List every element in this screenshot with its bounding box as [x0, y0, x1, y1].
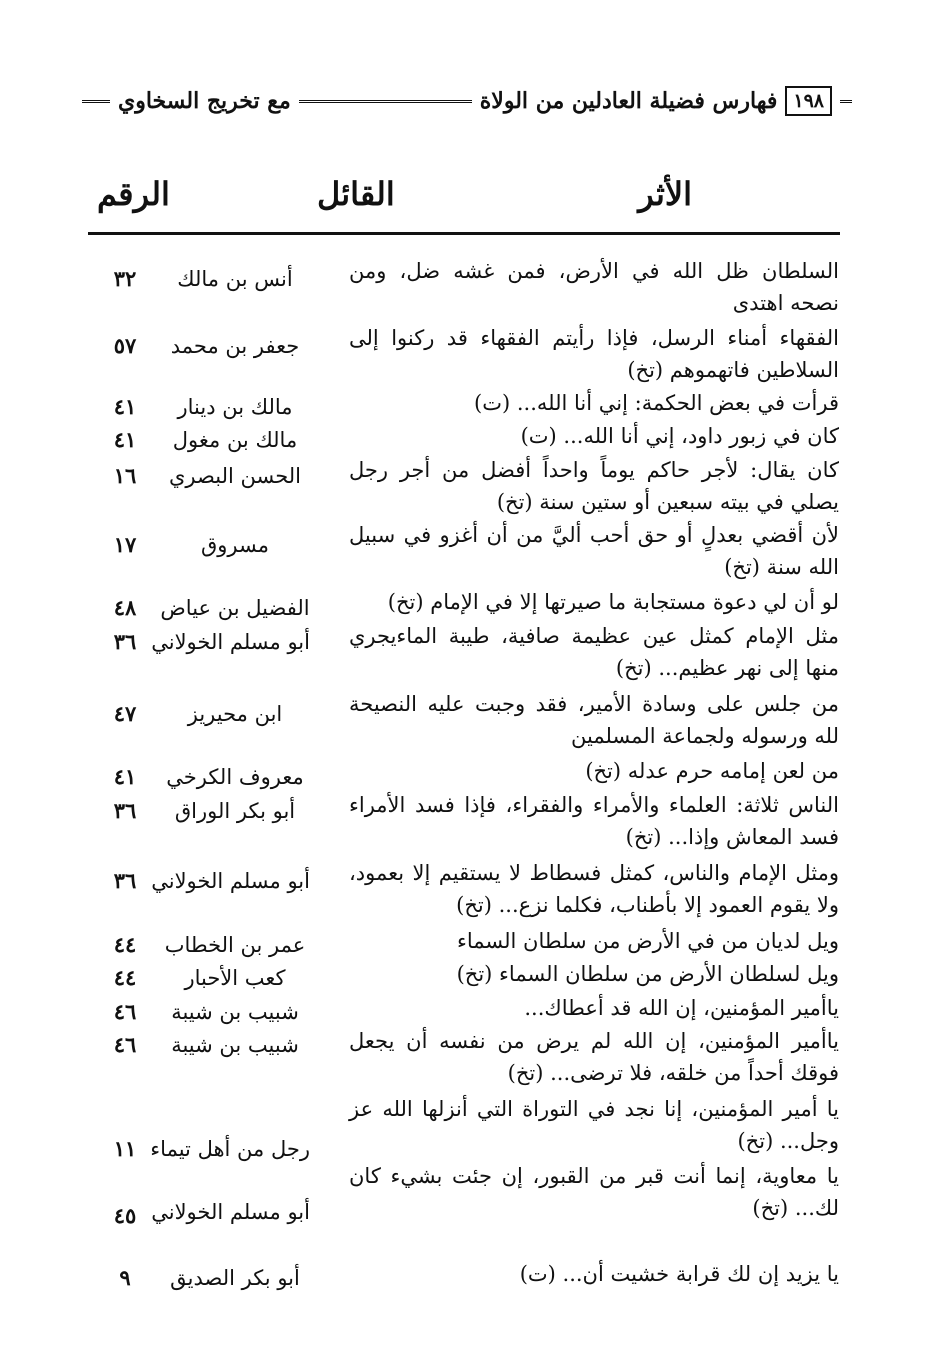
qail-name: الفضيل بن عياض [160, 596, 310, 620]
athar-text: يا يزيد إن لك قرابة خشيت أن... (ت) [519, 1262, 839, 1286]
athar-text: مثل الإمام كمثل عين عظيمة صافية، طيبة الماءيجري منها إلى نهر عظيم... (تخ) [349, 624, 839, 680]
raqm-number: ٣٦ [113, 868, 137, 893]
qail-name: شبيب بن شيبة [171, 1033, 299, 1057]
raqm-number: ١٧ [113, 532, 137, 557]
header-rule-left [82, 100, 110, 103]
athar-text: من لعن إمامه حرم عدله (تخ) [585, 759, 839, 783]
raqm-number: ٣٦ [113, 629, 137, 654]
raqm-number: ٤٧ [113, 701, 137, 726]
raqm-number: ٥٧ [113, 333, 137, 358]
raqm-number: ١٦ [113, 463, 137, 488]
raqm-number: ٩ [119, 1265, 131, 1290]
athar-text: ياأمير المؤمنين، إن الله قد أعطاك... [524, 996, 839, 1020]
athar-text: ومثل الإمام والناس، كمثل فسطاط لا يستقيم إلا بعمود، ولا يقوم العمود إلا بأطناب، فكلما نزع... (تخ) [349, 861, 839, 917]
column-headings [82, 175, 842, 225]
athar-text: كان في زبور داود، إني أنا الله... (ت) [520, 424, 839, 448]
qail-name: أنس بن مالك [177, 267, 293, 291]
heading-qail: القائل [317, 175, 395, 213]
raqm-number: ٣٢ [113, 266, 137, 291]
header-rule [299, 100, 472, 103]
athar-text: لأن أقضي بعدلٍ أو حق أحب أليَّ من أن أغزو في سبيل الله سنة (تخ) [349, 523, 839, 579]
qail-name: مالك بن دينار [177, 395, 293, 419]
raqm-number: ١١ [113, 1136, 137, 1161]
raqm-number: ٤١ [113, 427, 137, 452]
raqm-number: ٤١ [113, 394, 137, 419]
qail-name: الحسن البصري [169, 464, 301, 488]
qail-name: أبو مسلم الخولاني [151, 869, 310, 893]
athar-text: من جلس على وسادة الأمير، فقد وجبت عليه النصيحة لله ورسوله ولجماعة المسلمين [349, 692, 839, 748]
qail-name: كعب الأحبار [184, 966, 286, 990]
athar-text: الفقهاء أمناء الرسل، فإذا رأيتم الفقهاء قد ركنوا إلى السلاطين فاتهموهم (تخ) [349, 326, 839, 382]
athar-text: الناس ثلاثة: العلماء والأمراء والفقراء، فإذا فسد الأمراء فسد المعاش وإذا... (تخ) [349, 793, 839, 849]
raqm-number: ٤٨ [113, 595, 137, 620]
qail-name: عمر بن الخطاب [164, 933, 306, 957]
qail-name: معروف الكرخي [166, 765, 304, 789]
raqm-number: ٤٥ [113, 1203, 137, 1228]
athar-text: قرأت في بعض الحكمة: إني أنا الله... (ت) [474, 391, 839, 415]
raqm-number: ٤٦ [113, 1032, 137, 1057]
raqm-number: ٤٤ [113, 932, 137, 957]
qail-name: ابن محيريز [187, 702, 283, 726]
qail-name: أبو بكر الوراق [174, 799, 296, 823]
heading-rule [88, 232, 840, 235]
heading-raqm: الرقم [97, 175, 170, 213]
header-subtitle: مع تخريج السخاوي [118, 88, 291, 114]
raqm-number: ٤١ [113, 764, 137, 789]
qail-name: جعفر بن محمد [170, 334, 300, 358]
qail-name: أبو بكر الصديق [170, 1266, 300, 1290]
raqm-number: ٤٤ [113, 965, 137, 990]
heading-athar: الأثر [638, 175, 692, 213]
qail-name: رجل من أهل تيماء [150, 1137, 310, 1161]
header-rule-right [840, 100, 852, 103]
page-number: ١٩٨ [785, 86, 832, 116]
qail-name: مالك بن مغول [172, 428, 298, 452]
athar-text: ويل لديان من في الأرض من سلطان السماء [456, 929, 839, 953]
qail-name: مسروق [200, 533, 269, 557]
header-title: فهارس فضيلة العادلين من الولاة [479, 88, 778, 114]
qail-name: شبيب بن شيبة [171, 1000, 299, 1024]
athar-text: السلطان ظل الله في الأرض، فمن غشه ضل، ومن نصحه اهتدى [349, 259, 839, 315]
athar-text: كان يقال: لأجر حاكم يوماً واحداً أفضل من أجر رجل يصلي في بيته سبعين أو ستين سنة (تخ) [349, 458, 839, 514]
athar-text: يا أمير المؤمنين، إنا نجد في التوراة التي أنزلها الله عز وجل... (تخ) [349, 1097, 839, 1153]
athar-text: لو أن لي دعوة مستجابة ما صيرتها إلا في الإمام (تخ) [387, 590, 839, 614]
running-header [82, 84, 852, 118]
athar-text: يا معاوية، إنما أنت قبر من القبور، إن جئت بشيء كان لك... (تخ) [349, 1164, 839, 1220]
raqm-number: ٤٦ [113, 999, 137, 1024]
qail-name: أبو مسلم الخولاني [151, 630, 310, 654]
raqm-number: ٣٦ [113, 798, 137, 823]
athar-text: ياأمير المؤمنين، إن الله لم يرض من نفسه أن يجعل فوقك أحداً من خلقه، فلا ترضى... (تخ) [349, 1029, 839, 1085]
qail-name: أبو مسلم الخولاني [151, 1200, 310, 1224]
athar-text: ويل لسلطان الأرض من سلطان السماء (تخ) [456, 962, 839, 986]
